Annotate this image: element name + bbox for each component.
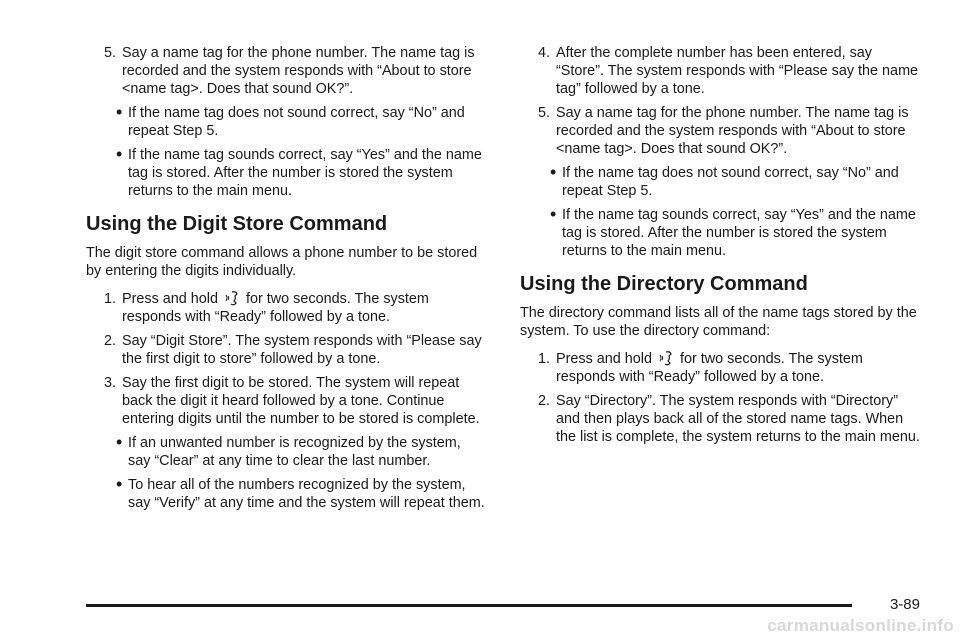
bullet-item xyxy=(116,146,486,200)
bullet-item xyxy=(550,206,920,260)
bullet-icon: • xyxy=(550,162,557,182)
step-number: 5. xyxy=(103,45,116,61)
bullet-icon: • xyxy=(550,204,557,224)
step-number: 5. xyxy=(537,105,550,121)
step-2 xyxy=(86,332,486,368)
bullet-icon: • xyxy=(116,432,123,452)
step-text: Say a name tag for the phone number. The name tag is recorded and the system responds with “About to store <name tag>. Does that sound OK?”. xyxy=(556,105,909,157)
step-1 xyxy=(520,350,920,386)
step-5 xyxy=(86,44,486,98)
bullet-text: If the name tag does not sound correct, say “No” and repeat Step 5. xyxy=(128,105,465,139)
section-intro: The digit store command allows a phone number to be stored by entering the digits individually. xyxy=(86,245,478,279)
bullet-text: If the name tag does not sound correct, say “No” and repeat Step 5. xyxy=(562,165,899,199)
bullet-icon: • xyxy=(116,474,123,494)
voice-phone-icon xyxy=(224,290,240,306)
bullet-item xyxy=(550,164,920,200)
step-text: Say “Digit Store”. The system responds with “Please say the first digit to store” followed by a tone. xyxy=(122,333,482,367)
step-5 xyxy=(520,104,920,158)
step-4 xyxy=(520,44,920,98)
section-intro: The directory command lists all of the name tags stored by the system. To use the directory command: xyxy=(520,305,917,339)
step-number: 2. xyxy=(537,393,550,409)
section-heading: Using the Digit Store Command xyxy=(86,213,388,235)
step-text-pre: Press and hold xyxy=(556,351,652,367)
step-number: 1. xyxy=(103,291,116,307)
step-text: After the complete number has been entered, say “Store”. The system responds with “Please say the name tag” followed by a tone. xyxy=(556,45,919,97)
bullet-text: If the name tag sounds correct, say “Yes” and the name tag is stored. After the number is stored the system returns to the main menu. xyxy=(128,147,482,199)
page-number: 3-89 xyxy=(889,596,920,613)
watermark: carmanualsonline.info xyxy=(767,616,954,635)
bullet-item xyxy=(116,476,486,512)
bullet-icon: • xyxy=(116,144,123,164)
step-text xyxy=(556,350,920,386)
step-number: 2. xyxy=(103,333,116,349)
step-text: Say the first digit to be stored. The system will repeat back the digit it heard followed by a tone. Continue entering digits until the number to be stored is complete. xyxy=(122,375,480,427)
bullet-icon: • xyxy=(116,102,123,122)
step-text-pre: Press and hold xyxy=(122,291,218,307)
bullet-text: If the name tag sounds correct, say “Yes” and the name tag is stored. After the number is stored the system returns to the main menu. xyxy=(562,207,916,259)
step-number: 1. xyxy=(537,351,550,367)
right-column xyxy=(520,44,920,452)
step-text: Say a name tag for the phone number. The name tag is recorded and the system responds with “About to store <name tag>. Does that sound OK?”. xyxy=(122,45,475,97)
step-3 xyxy=(86,374,486,428)
step-text-post: for two seconds. The system responds with “Ready” followed by a tone. xyxy=(556,351,863,385)
section-heading: Using the Directory Command xyxy=(520,273,808,295)
bullet-item xyxy=(116,434,486,470)
left-column xyxy=(86,44,486,516)
voice-phone-icon xyxy=(658,350,674,366)
step-1 xyxy=(86,290,486,326)
step-text xyxy=(122,290,486,326)
bullet-item xyxy=(116,104,486,140)
footer-rule xyxy=(86,604,852,607)
step-text: Say “Directory”. The system responds with “Directory” and then plays back all of the stored name tags. When the list is complete, the system returns to the main menu. xyxy=(556,393,920,445)
step-number: 4. xyxy=(537,45,550,61)
bullet-text: To hear all of the numbers recognized by the system, say “Verify” at any time and the system will repeat them. xyxy=(128,477,485,511)
step-text-post: for two seconds. The system responds with “Ready” followed by a tone. xyxy=(122,291,429,325)
bullet-text: If an unwanted number is recognized by the system, say “Clear” at any time to clear the last number. xyxy=(128,435,461,469)
step-2 xyxy=(520,392,920,446)
step-number: 3. xyxy=(103,375,116,391)
